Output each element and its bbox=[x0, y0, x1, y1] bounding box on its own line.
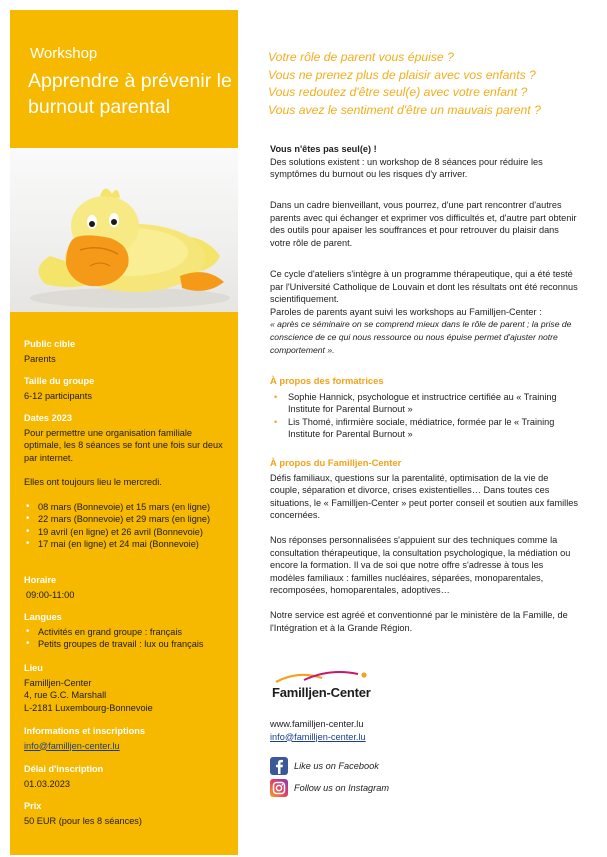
price-value: 50 EUR (pour les 8 séances) bbox=[24, 815, 142, 826]
intro-questions bbox=[268, 49, 588, 119]
paragraph-text: Paroles de parents ayant suivi les workshops au Familljen-Center : bbox=[270, 306, 542, 317]
hours-section bbox=[24, 574, 74, 601]
website-link[interactable]: www.familljen-center.lu bbox=[270, 719, 364, 729]
list-item: • 22 mars (Bonnevoie) et 29 mars (en ligne) bbox=[24, 513, 228, 526]
hours-value: 09:00-11:00 bbox=[26, 589, 75, 600]
paragraph-text: Des solutions existent : un workshop de 8 séances pour réduire les symptômes du burnout ou les risques d'y arriver. bbox=[270, 156, 543, 180]
dates-list bbox=[24, 501, 228, 551]
price-section bbox=[24, 800, 142, 827]
lead-statement: Vous n'êtes pas seul(e) ! bbox=[270, 144, 377, 154]
facebook-icon bbox=[270, 757, 288, 775]
public-value: Parents bbox=[24, 353, 56, 364]
deadline-value: 01.03.2023 bbox=[24, 778, 70, 789]
familljen-center-logo bbox=[270, 668, 380, 706]
about-section bbox=[270, 457, 578, 634]
place-line: 4, rue G.C. Marshall bbox=[24, 690, 107, 700]
about-paragraph-1: Défis familiaux, questions sur la parentalité, optimisation de la vie de couple, séparation et divorce, crises existentielles… Dans toutes ces situations, le « Familljen-Center » peut porter conseil et soutien aux familles concernées. bbox=[270, 472, 578, 521]
about-paragraph-3: Notre service est agréé et conventionné par le ministère de la Famille, de l'Intégration et à la Grande Région. bbox=[270, 609, 568, 633]
logo-text: Familljen-Center bbox=[272, 685, 371, 700]
list-item: • Lis Thomé, infirmière sociale, médiatrice, formée par le « Training Institute for Parental Burnout » bbox=[270, 416, 578, 441]
public-section bbox=[24, 338, 75, 365]
list-item: • Activités en grand groupe : français bbox=[24, 626, 234, 639]
trainers-list bbox=[270, 391, 578, 441]
place-heading: Lieu bbox=[24, 663, 43, 673]
body-paragraph-1 bbox=[270, 143, 578, 181]
intro-line: Vous ne prenez plus de plaisir avec vos enfants ? bbox=[268, 67, 536, 82]
place-line: L-2181 Luxembourg-Bonnevoie bbox=[24, 702, 153, 713]
instagram-icon bbox=[270, 779, 288, 797]
parent-quote: « après ce séminaire on se comprend mieux dans le rôle de parent ; la prise de conscience de ce qui nous ressource ou nous épuise permet d'ajuster notre comportement ». bbox=[270, 319, 572, 355]
facebook-link[interactable] bbox=[270, 757, 470, 775]
facebook-label: Like us on Facebook bbox=[294, 761, 379, 771]
info-section bbox=[24, 725, 145, 752]
contact-links bbox=[270, 718, 578, 743]
workshop-label: Workshop bbox=[30, 45, 98, 62]
languages-heading: Langues bbox=[24, 612, 62, 622]
trainers-heading: À propos des formatrices bbox=[270, 375, 384, 386]
list-item: • Sophie Hannick, psychologue et instructrice certifiée au « Training Institute for Parental Burnout » bbox=[270, 391, 578, 416]
place-line: Familljen-Center bbox=[24, 677, 92, 688]
list-item: • 19 avril (en ligne) et 26 avril (Bonnevoie) bbox=[24, 526, 228, 539]
deadline-section bbox=[24, 763, 103, 790]
group-section bbox=[24, 375, 94, 402]
place-section bbox=[24, 662, 153, 714]
price-heading: Prix bbox=[24, 801, 42, 811]
info-heading: Informations et inscriptions bbox=[24, 726, 145, 736]
intro-line: Vous avez le sentiment d'être un mauvais parent ? bbox=[268, 102, 541, 117]
instagram-link[interactable] bbox=[270, 779, 470, 797]
page-title: Apprendre à prévenir le burnout parental bbox=[28, 70, 232, 118]
duck-photo bbox=[10, 148, 238, 312]
footer-email-link[interactable]: info@familljen-center.lu bbox=[270, 731, 366, 742]
deadline-heading: Délai d'inscription bbox=[24, 764, 104, 774]
dates-text2: Elles ont toujours lieu le mercredi. bbox=[24, 477, 162, 487]
dates-section bbox=[24, 412, 228, 551]
plush-duck-image bbox=[10, 148, 238, 312]
about-paragraph-2: Nos réponses personnalisées s'appuient sur des techniques comme la consultation thérapeutique, la consultation psychologique, la médiation ou encore la formation. Il va de soi que notre offre s'adresse à tous les modèles familiaux : familles nucléaires, séparées, monoparentales, recomposées, homoparentales, adoptives… bbox=[270, 534, 571, 596]
intro-line: Votre rôle de parent vous épuise ? bbox=[268, 50, 454, 64]
paragraph-text: Ce cycle d'ateliers s'intègre à un programme thérapeutique, qui a été testé par l'Université Catholique de Louvain et dont les résultats ont été reconnus scientifiquement. bbox=[270, 269, 578, 305]
list-item: • 08 mars (Bonnevoie) et 15 mars (en ligne) bbox=[24, 501, 228, 514]
group-value: 6-12 participants bbox=[24, 390, 92, 401]
instagram-label: Follow us on Instagram bbox=[294, 783, 389, 793]
group-heading: Taille du groupe bbox=[24, 376, 95, 386]
about-heading: À propos du Familljen-Center bbox=[270, 457, 402, 468]
body-paragraph-2: Dans un cadre bienveillant, vous pourrez, d'une part rencontrer d'autres parents avec qui échanger et exprimer vos difficultés et, d'autre part obtenir des outils pour apaiser les souffrances et pour retrouver du plaisir dans votre rôle de parent. bbox=[270, 200, 577, 248]
languages-section bbox=[24, 611, 234, 651]
hours-heading: Horaire bbox=[24, 575, 57, 585]
list-item: • Petits groupes de travail : lux ou français bbox=[24, 638, 234, 651]
public-heading: Public cible bbox=[24, 339, 76, 349]
intro-line: Vous redoutez d'être seul(e) avec votre enfant ? bbox=[268, 85, 528, 99]
body-paragraph-3 bbox=[270, 268, 578, 356]
dates-text: Pour permettre une organisation familiale optimale, les 8 séances se font une fois sur deux par internet. bbox=[24, 427, 223, 463]
list-item: • 17 mai (en ligne) et 24 mai (Bonnevoie) bbox=[24, 538, 228, 551]
trainers-section bbox=[270, 375, 578, 441]
logo-swoosh-icon bbox=[270, 668, 380, 686]
dates-heading: Dates 2023 bbox=[24, 413, 73, 423]
info-email-link[interactable]: info@familljen-center.lu bbox=[24, 740, 120, 751]
languages-list bbox=[24, 626, 234, 651]
